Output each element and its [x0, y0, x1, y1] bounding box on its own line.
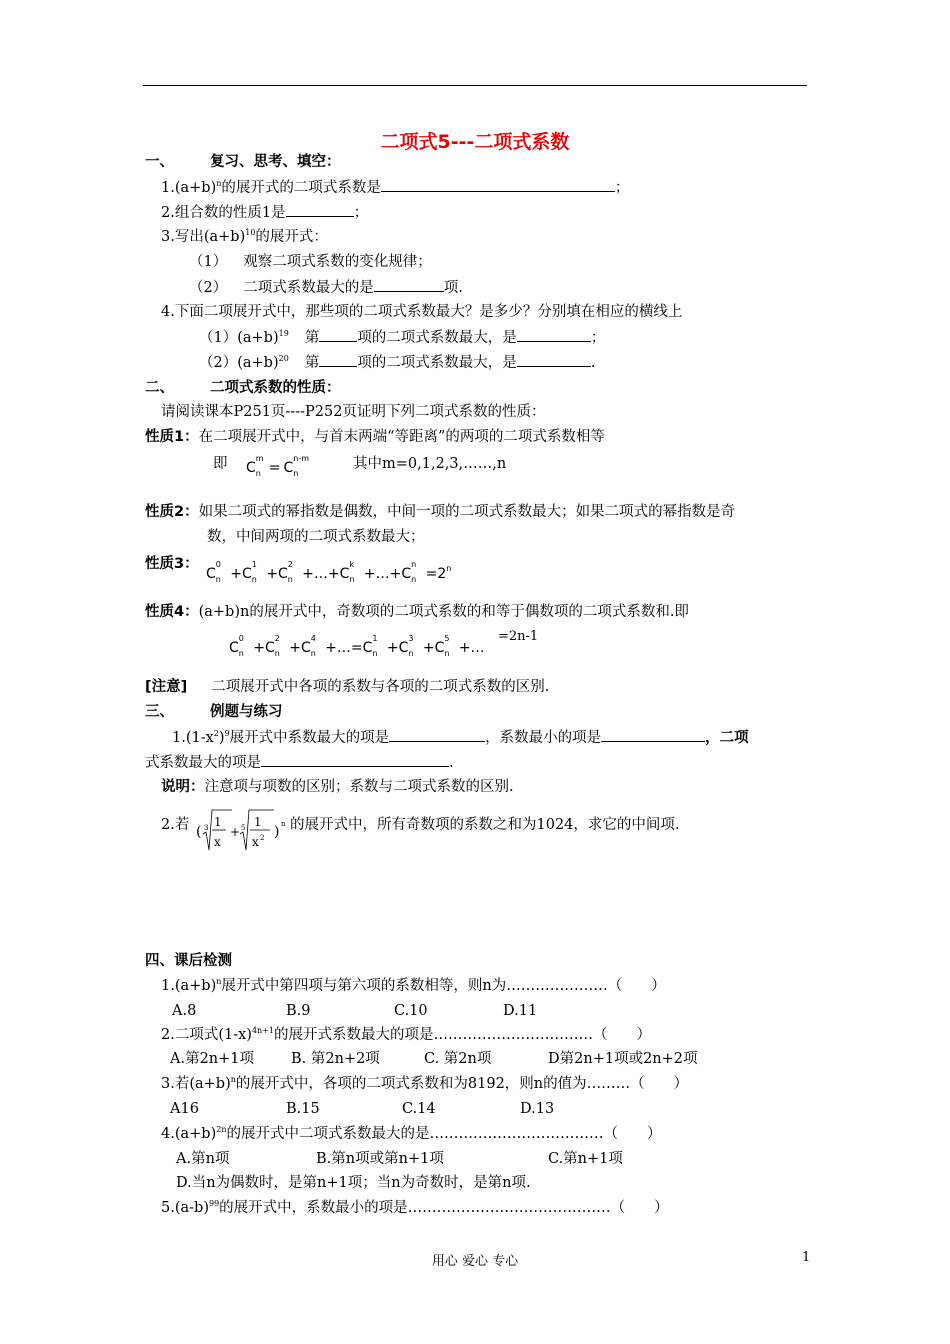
question-4: 4.下面二项展开式中，那些项的二项式系数最大？是多少？分别填在相应的横线上: [161, 304, 683, 320]
test-2: 2.二项式$(1-x)^{4n+1}$的展开式系数最大的项是……………………………（ ）: [161, 1026, 651, 1043]
svg-text:1: 1: [214, 815, 222, 829]
option-c[interactable]: C.10: [394, 1003, 428, 1019]
property-4: 性质4：(a+b)n的展开式中，奇数项的二项式系数的和等于偶数项的二项式系数和.即: [145, 604, 689, 620]
question-4-2: $(2)(a+b)^{20}$ 第 项的二项式系数最大，是 .: [199, 354, 596, 371]
answer-blank[interactable]: [601, 727, 705, 742]
option-a[interactable]: A.第n项: [176, 1151, 230, 1167]
option-c[interactable]: C.14: [402, 1101, 436, 1117]
question-1: $1.(a+b)^n$的展开式的二项式系数是 ；: [161, 179, 630, 196]
note: [注意] 二项展开式中各项的系数与各项的二项式系数的区别.: [145, 679, 550, 695]
property-1-ji: 即: [213, 456, 228, 472]
section-3-heading: 三、 例题与练习: [145, 704, 283, 720]
property-3-formula: C 0 n +C 1 n +C 2 n +…+C k n +…+C n n $=2^n$: [206, 560, 452, 584]
question-3: 3.写出$(a+b)^{10}$的展开式：: [161, 228, 328, 245]
property-3-label: 性质3：: [145, 556, 199, 572]
section-2-heading: 二、 二项式系数的性质：: [145, 380, 341, 396]
option-a[interactable]: A16: [170, 1101, 199, 1117]
test-1: $1.(a+b)^n$展开式中第四项与第六项的系数相等，则n为…………………（ ）: [161, 977, 666, 994]
example-1-cont: 式系数最大的项是 .: [145, 752, 454, 773]
test-4: $4.(a+b)^{2n}$的展开式中二项式系数最大的是………………………………（ ）: [161, 1125, 662, 1142]
option-d[interactable]: D.11: [503, 1003, 538, 1019]
answer-blank[interactable]: [389, 727, 485, 742]
svg-text:x: x: [214, 835, 221, 849]
test-3: 3.若$(a+b)^n$的展开式中，各项的二项式系数和为8192，则n的值为………（ ）: [161, 1075, 689, 1092]
option-d[interactable]: D.当n为偶数时，是第n+1项；当n为奇数时，是第n项.: [176, 1175, 531, 1191]
option-d[interactable]: D第2n+1项或2n+2项: [548, 1051, 698, 1067]
answer-blank[interactable]: [319, 327, 357, 342]
svg-text:(: (: [196, 824, 202, 840]
question-2: 2.组合数的性质1是 ；: [161, 202, 368, 223]
property-2-cont: 数，中间两项的二项式系数最大；: [207, 529, 425, 545]
section-1-heading: [145, 152, 341, 172]
option-b[interactable]: B.9: [286, 1003, 311, 1019]
example-1: $1.(1-x^2)^9$展开式中系数最大的项是 ，系数最小的项是 ，二项: [172, 729, 749, 746]
page-title: 二项式5---二项式系数: [380, 131, 570, 153]
property-4-formula: C 0 n +C 2 n +C 4 n +…=C 1 n +C 3 n +C 5 n +…: [229, 634, 485, 658]
answer-blank[interactable]: [286, 202, 354, 217]
header-rule: [143, 85, 807, 86]
example-2-formula: [196, 804, 290, 856]
question-3-2: （2） 二项式系数最大的是 项.: [189, 277, 463, 298]
property-1-formula: C m n = C n-m n: [246, 454, 310, 478]
question-3-1: （1） 观察二项式系数的变化规律；: [189, 254, 432, 270]
example-2-prefix: 2.若: [161, 817, 190, 833]
option-d[interactable]: D.13: [520, 1101, 555, 1117]
answer-blank[interactable]: [517, 327, 591, 342]
option-c[interactable]: C. 第2n项: [424, 1051, 492, 1067]
svg-text:): ): [274, 824, 280, 840]
property-4-rhs: =2n-1: [498, 629, 539, 644]
section-1-number: 一、: [145, 154, 174, 170]
section-1-label: 复习、思考、填空：: [210, 154, 341, 170]
svg-text:5: 5: [241, 824, 246, 832]
property-1: 性质1：在二项展开式中，与首末两端“等距离”的两项的二项式系数相等: [145, 429, 605, 445]
property-2: 性质2：如果二项式的幂指数是偶数，中间一项的二项式系数最大；如果二项式的幂指数是奇: [145, 504, 736, 520]
section-4-heading: 四、课后检测: [145, 953, 232, 969]
option-b[interactable]: B.第n项或第n+1项: [316, 1151, 444, 1167]
page-footer: 用心 爱心 专心: [431, 1254, 519, 1269]
test-5: $5.(a-b)^{99}$的展开式中，系数最小的项是……………………………………（ ）: [161, 1199, 669, 1216]
answer-blank[interactable]: [319, 352, 357, 367]
answer-blank[interactable]: [517, 352, 591, 367]
example-2-text: 的展开式中，所有奇数项的系数之和为1024，求它的中间项.: [290, 817, 680, 833]
example-1-note: 说明：注意项与项数的区别；系数与二项式系数的区别.: [161, 779, 514, 795]
question-4-1: $(1)(a+b)^{19}$ 第 项的二项式系数最大，是 ；: [199, 329, 606, 346]
option-b[interactable]: B. 第2n+2项: [291, 1051, 380, 1067]
svg-text:n: n: [281, 820, 286, 828]
answer-blank[interactable]: [374, 277, 444, 292]
reading-instruction: 请阅读课本P251页----P252页证明下列二项式系数的性质：: [161, 404, 546, 420]
option-c[interactable]: C.第n+1项: [548, 1151, 623, 1167]
svg-text:x: x: [252, 835, 259, 849]
svg-text:+: +: [230, 825, 241, 839]
answer-blank[interactable]: [261, 752, 449, 767]
option-a[interactable]: A.第2n+1项: [170, 1051, 255, 1067]
property-1-range: 其中m=0,1,2,3,……,n: [353, 456, 507, 472]
page-number: 1: [802, 1250, 811, 1265]
option-a[interactable]: A.8: [172, 1003, 197, 1019]
svg-text:2: 2: [260, 834, 265, 842]
svg-text:1: 1: [254, 815, 262, 829]
option-b[interactable]: B.15: [286, 1101, 320, 1117]
svg-text:3: 3: [204, 824, 209, 832]
answer-blank[interactable]: [381, 177, 615, 192]
